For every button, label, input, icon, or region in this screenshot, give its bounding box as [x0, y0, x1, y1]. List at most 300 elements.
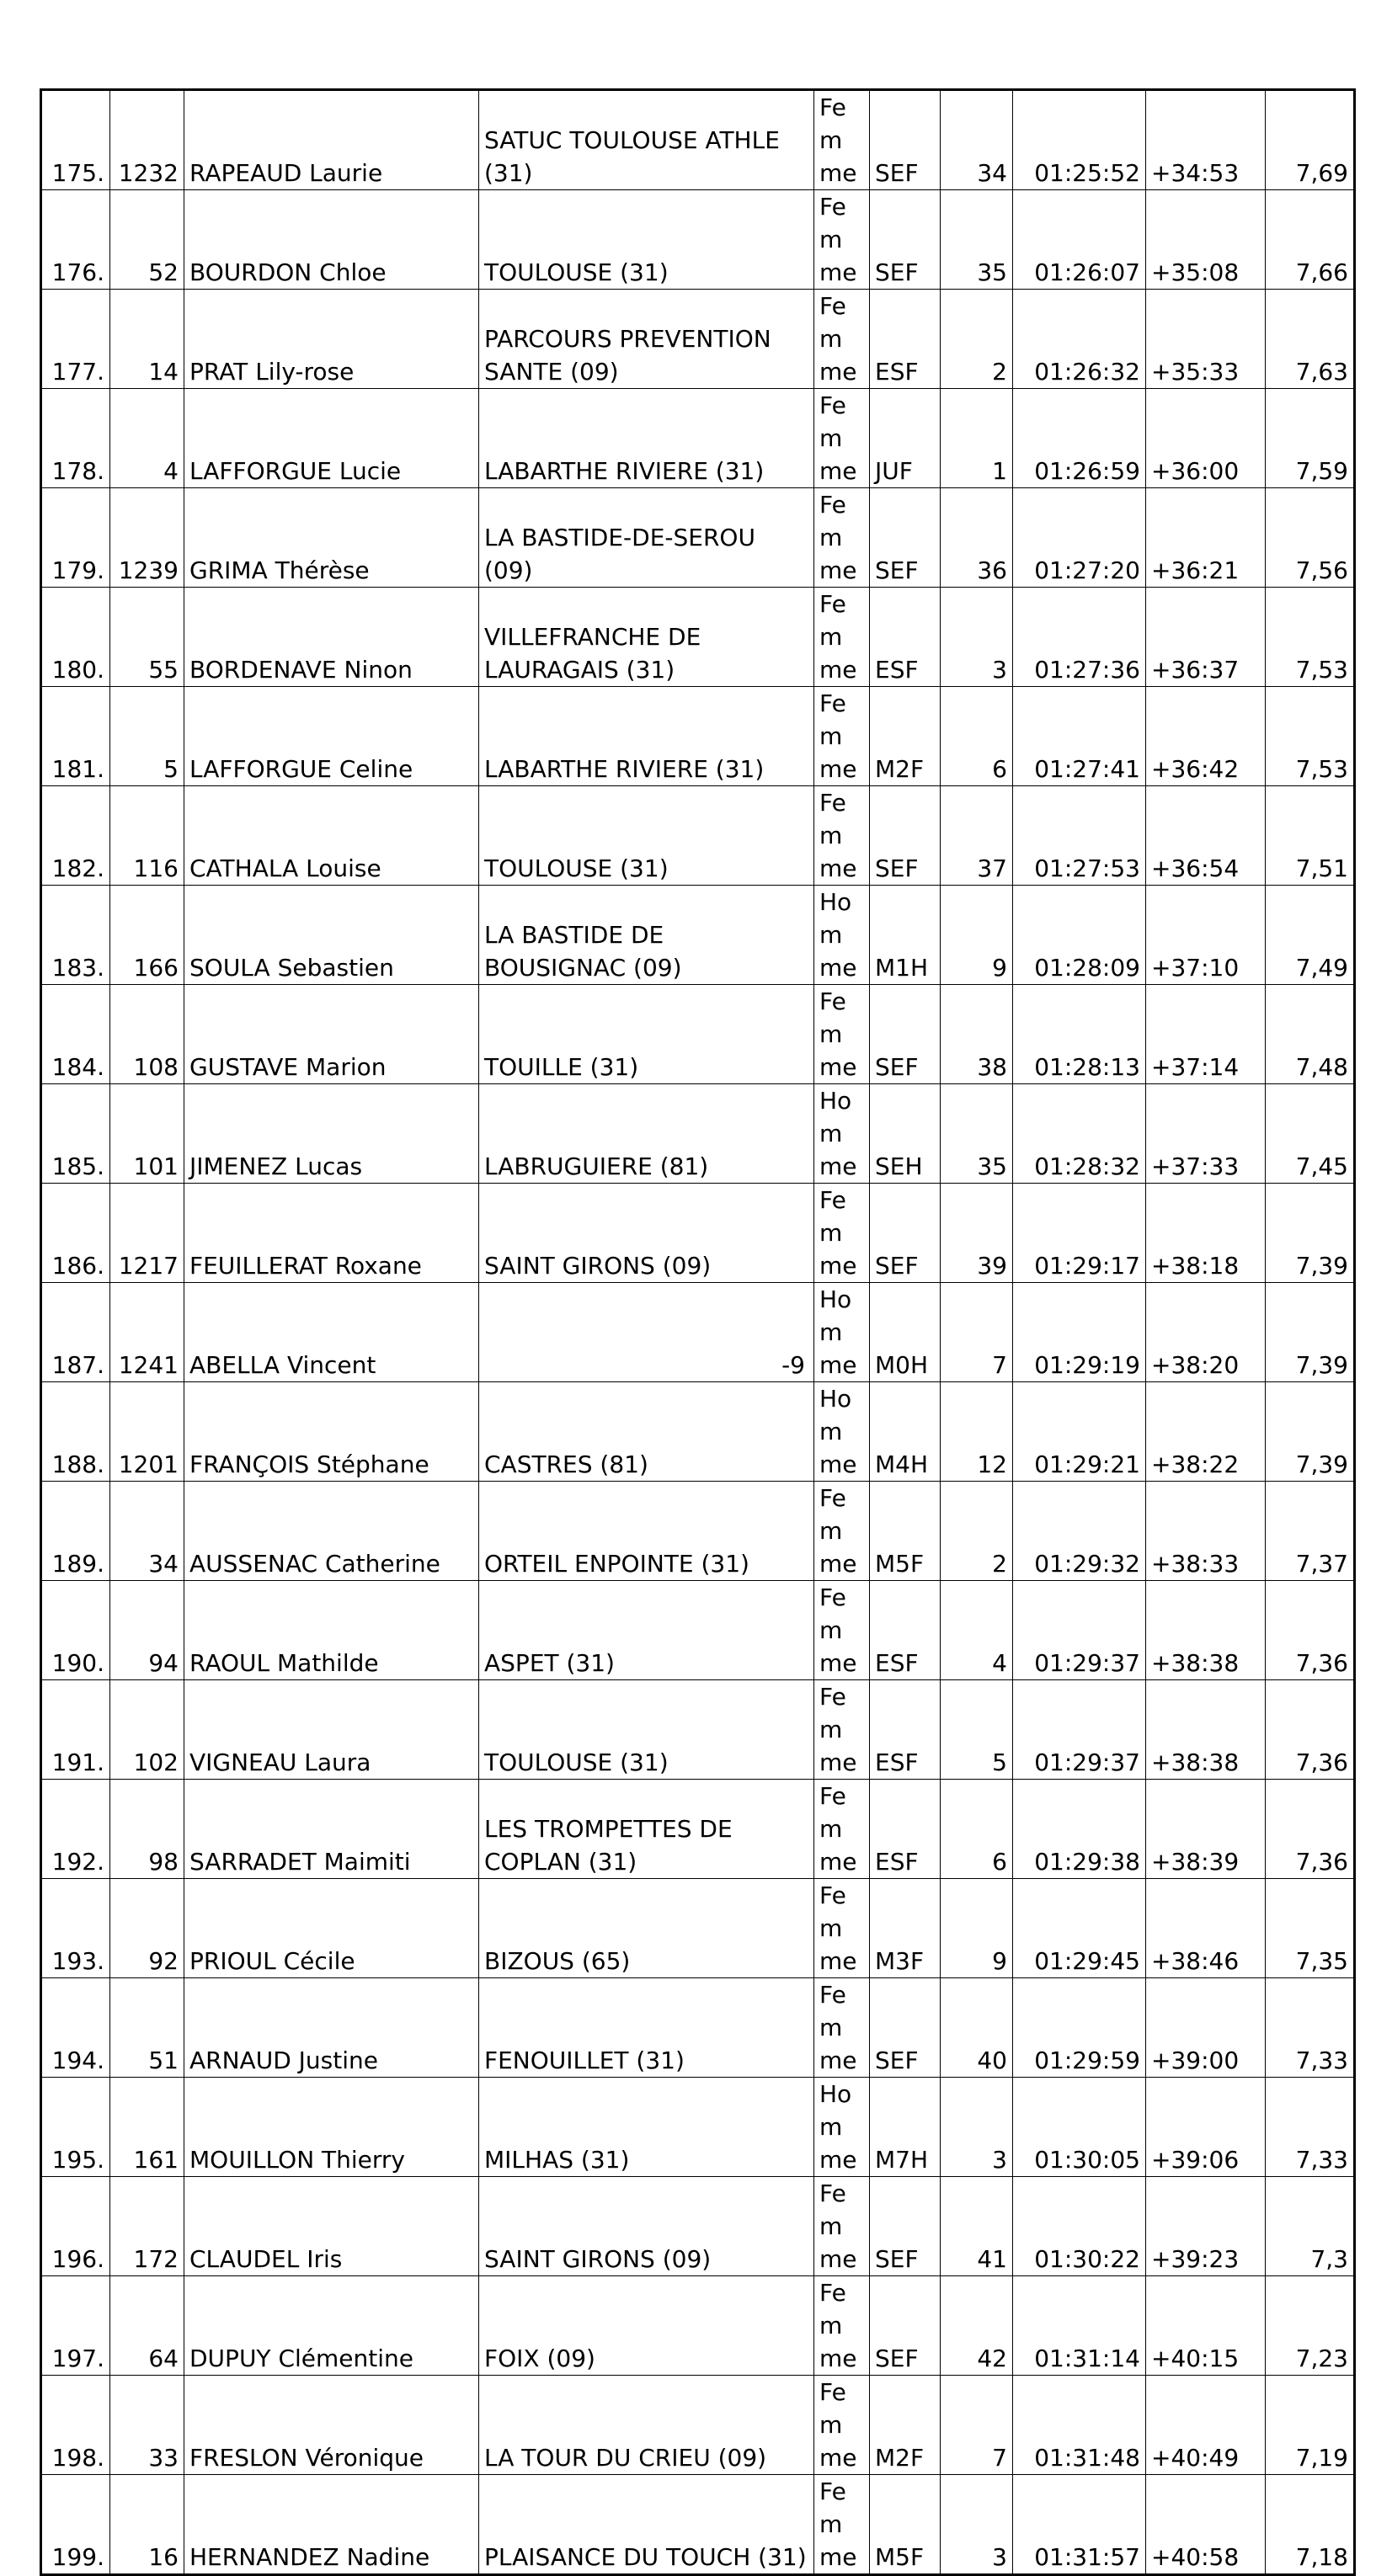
cell-place: 196.	[41, 2177, 110, 2276]
cell-name: VIGNEAU Laura	[184, 1680, 479, 1780]
cell-sex-line1: Fem	[819, 2378, 846, 2439]
cell-place: 197.	[41, 2276, 110, 2376]
cell-sex	[814, 2177, 870, 2276]
cell-category: M3F	[870, 1879, 941, 1978]
cell-sex-line1: Hom	[819, 2080, 852, 2141]
table-row	[41, 1084, 1355, 1184]
cell-category-rank: 3	[941, 2475, 1013, 2575]
cell-bib: 161	[110, 2078, 184, 2177]
cell-sex-line2: me	[819, 258, 857, 286]
cell-sex	[814, 1680, 870, 1780]
cell-name: LAFFORGUE Celine	[184, 687, 479, 786]
cell-category-rank: 2	[941, 1482, 1013, 1581]
cell-sex-line2: me	[819, 2344, 857, 2372]
cell-category-rank: 40	[941, 1978, 1013, 2078]
cell-gap: +39:00	[1146, 1978, 1266, 2078]
cell-gap: +40:15	[1146, 2276, 1266, 2376]
cell-category: M5F	[870, 1482, 941, 1581]
cell-sex	[814, 886, 870, 985]
cell-sex-line2: me	[819, 457, 857, 485]
cell-sex-line1: Fem	[819, 491, 846, 551]
cell-name: BORDENAVE Ninon	[184, 588, 479, 687]
cell-club: VILLEFRANCHE DE LAURAGAIS (31)	[479, 588, 814, 687]
cell-sex	[814, 1382, 870, 1482]
cell-sex	[814, 2475, 870, 2575]
cell-gap: +37:33	[1146, 1084, 1266, 1184]
cell-sex-line2: me	[819, 556, 857, 584]
table-row	[41, 1283, 1355, 1382]
cell-place: 194.	[41, 1978, 110, 2078]
cell-bib: 14	[110, 290, 184, 389]
cell-sex	[814, 1581, 870, 1680]
cell-speed: 7,3	[1266, 2177, 1355, 2276]
cell-name: RAPEAUD Laurie	[184, 90, 479, 190]
cell-category: ESF	[870, 290, 941, 389]
cell-sex-line1: Hom	[819, 1385, 852, 1445]
cell-bib: 94	[110, 1581, 184, 1680]
cell-speed: 7,63	[1266, 290, 1355, 389]
cell-time: 01:29:45	[1013, 1879, 1146, 1978]
cell-place: 183.	[41, 886, 110, 985]
cell-name: BOURDON Chloe	[184, 190, 479, 290]
cell-sex-line1: Fem	[819, 1683, 846, 1743]
cell-gap: +38:39	[1146, 1780, 1266, 1879]
table-row	[41, 2276, 1355, 2376]
cell-sex	[814, 985, 870, 1084]
cell-speed: 7,36	[1266, 1780, 1355, 1879]
cell-bib: 102	[110, 1680, 184, 1780]
cell-gap: +38:38	[1146, 1680, 1266, 1780]
cell-club: ASPET (31)	[479, 1581, 814, 1680]
cell-gap: +39:23	[1146, 2177, 1266, 2276]
cell-category-rank: 34	[941, 90, 1013, 190]
cell-club: CASTRES (81)	[479, 1382, 814, 1482]
cell-club: LA BASTIDE-DE-SEROU (09)	[479, 488, 814, 588]
cell-sex	[814, 290, 870, 389]
cell-name: CLAUDEL Iris	[184, 2177, 479, 2276]
cell-time: 01:25:52	[1013, 90, 1146, 190]
cell-speed: 7,48	[1266, 985, 1355, 1084]
cell-category-rank: 42	[941, 2276, 1013, 2376]
cell-place: 188.	[41, 1382, 110, 1482]
cell-bib: 51	[110, 1978, 184, 2078]
cell-category: M0H	[870, 1283, 941, 1382]
cell-name: HERNANDEZ Nadine	[184, 2475, 479, 2575]
table-row	[41, 588, 1355, 687]
cell-gap: +38:22	[1146, 1382, 1266, 1482]
cell-gap: +37:14	[1146, 985, 1266, 1084]
cell-sex-line1: Fem	[819, 193, 846, 253]
cell-sex	[814, 1283, 870, 1382]
cell-sex-line2: me	[819, 1252, 857, 1280]
cell-place: 180.	[41, 588, 110, 687]
cell-sex-line2: me	[819, 954, 857, 982]
cell-sex-line2: me	[819, 2444, 857, 2472]
cell-category-rank: 39	[941, 1184, 1013, 1283]
cell-sex	[814, 687, 870, 786]
cell-club: FOIX (09)	[479, 2276, 814, 2376]
cell-time: 01:29:38	[1013, 1780, 1146, 1879]
cell-place: 195.	[41, 2078, 110, 2177]
cell-speed: 7,69	[1266, 90, 1355, 190]
cell-bib: 116	[110, 786, 184, 886]
cell-bib: 64	[110, 2276, 184, 2376]
cell-club: MILHAS (31)	[479, 2078, 814, 2177]
cell-sex-line1: Fem	[819, 292, 846, 353]
cell-category: SEF	[870, 786, 941, 886]
cell-club: LABARTHE RIVIERE (31)	[479, 389, 814, 488]
cell-speed: 7,56	[1266, 488, 1355, 588]
cell-time: 01:29:37	[1013, 1680, 1146, 1780]
cell-category-rank: 41	[941, 2177, 1013, 2276]
cell-sex-line1: Fem	[819, 1583, 846, 1644]
results-body	[41, 90, 1355, 2575]
cell-place: 190.	[41, 1581, 110, 1680]
cell-category-rank: 6	[941, 687, 1013, 786]
cell-club: TOUILLE (31)	[479, 985, 814, 1084]
table-row	[41, 1978, 1355, 2078]
cell-gap: +34:53	[1146, 90, 1266, 190]
cell-place: 178.	[41, 389, 110, 488]
cell-sex-line2: me	[819, 2543, 857, 2571]
cell-club: LA TOUR DU CRIEU (09)	[479, 2376, 814, 2475]
cell-time: 01:30:22	[1013, 2177, 1146, 2276]
cell-name: FEUILLERAT Roxane	[184, 1184, 479, 1283]
table-row	[41, 1780, 1355, 1879]
cell-place: 184.	[41, 985, 110, 1084]
cell-time: 01:29:37	[1013, 1581, 1146, 1680]
cell-time: 01:26:59	[1013, 389, 1146, 488]
cell-speed: 7,53	[1266, 588, 1355, 687]
cell-gap: +39:06	[1146, 2078, 1266, 2177]
cell-sex-line1: Fem	[819, 2478, 846, 2538]
cell-sex-line2: me	[819, 755, 857, 783]
cell-gap: +37:10	[1146, 886, 1266, 985]
cell-bib: 92	[110, 1879, 184, 1978]
cell-sex-line2: me	[819, 1748, 857, 1776]
cell-bib: 4	[110, 389, 184, 488]
cell-speed: 7,39	[1266, 1184, 1355, 1283]
cell-club: LA BASTIDE DE BOUSIGNAC (09)	[479, 886, 814, 985]
cell-speed: 7,19	[1266, 2376, 1355, 2475]
cell-category: SEH	[870, 1084, 941, 1184]
cell-sex-line1: Fem	[819, 987, 846, 1048]
cell-speed: 7,36	[1266, 1680, 1355, 1780]
cell-category-rank: 36	[941, 488, 1013, 588]
cell-bib: 1239	[110, 488, 184, 588]
cell-category-rank: 38	[941, 985, 1013, 1084]
cell-sex-line2: me	[819, 1450, 857, 1478]
cell-category-rank: 35	[941, 190, 1013, 290]
cell-gap: +38:33	[1146, 1482, 1266, 1581]
cell-place: 189.	[41, 1482, 110, 1581]
cell-place: 177.	[41, 290, 110, 389]
cell-gap: +38:18	[1146, 1184, 1266, 1283]
cell-sex-line1: Hom	[819, 1087, 852, 1147]
cell-sex-line1: Fem	[819, 1186, 846, 1247]
cell-bib: 98	[110, 1780, 184, 1879]
cell-category: SEF	[870, 90, 941, 190]
cell-club: SAINT GIRONS (09)	[479, 1184, 814, 1283]
cell-time: 01:29:19	[1013, 1283, 1146, 1382]
cell-gap: +36:00	[1146, 389, 1266, 488]
table-row	[41, 886, 1355, 985]
cell-time: 01:29:59	[1013, 1978, 1146, 2078]
cell-name: ABELLA Vincent	[184, 1283, 479, 1382]
cell-time: 01:28:13	[1013, 985, 1146, 1084]
cell-bib: 55	[110, 588, 184, 687]
cell-sex-line2: me	[819, 854, 857, 882]
cell-category: M1H	[870, 886, 941, 985]
cell-category-rank: 7	[941, 1283, 1013, 1382]
table-row	[41, 389, 1355, 488]
cell-place: 198.	[41, 2376, 110, 2475]
cell-category: JUF	[870, 389, 941, 488]
cell-speed: 7,49	[1266, 886, 1355, 985]
cell-name: RAOUL Mathilde	[184, 1581, 479, 1680]
cell-sex-line2: me	[819, 1152, 857, 1180]
cell-place: 191.	[41, 1680, 110, 1780]
cell-place: 179.	[41, 488, 110, 588]
cell-sex-line2: me	[819, 656, 857, 684]
cell-name: AUSSENAC Catherine	[184, 1482, 479, 1581]
cell-time: 01:29:32	[1013, 1482, 1146, 1581]
cell-category: SEF	[870, 488, 941, 588]
cell-time: 01:31:14	[1013, 2276, 1146, 2376]
cell-bib: 1201	[110, 1382, 184, 1482]
table-row	[41, 985, 1355, 1084]
cell-place: 182.	[41, 786, 110, 886]
cell-bib: 1241	[110, 1283, 184, 1382]
table-row	[41, 687, 1355, 786]
cell-category: M5F	[870, 2475, 941, 2575]
cell-gap: +36:54	[1146, 786, 1266, 886]
cell-bib: 108	[110, 985, 184, 1084]
race-results-table	[40, 88, 1356, 2576]
cell-club: LES TROMPETTES DE COPLAN (31)	[479, 1780, 814, 1879]
cell-sex-line1: Fem	[819, 1881, 846, 1942]
cell-sex-line2: me	[819, 1649, 857, 1677]
cell-category-rank: 3	[941, 588, 1013, 687]
cell-sex	[814, 588, 870, 687]
cell-speed: 7,39	[1266, 1382, 1355, 1482]
cell-bib: 16	[110, 2475, 184, 2575]
cell-bib: 1217	[110, 1184, 184, 1283]
cell-name: CATHALA Louise	[184, 786, 479, 886]
cell-gap: +40:49	[1146, 2376, 1266, 2475]
cell-category-rank: 2	[941, 290, 1013, 389]
cell-sex-line2: me	[819, 1053, 857, 1081]
cell-speed: 7,36	[1266, 1581, 1355, 1680]
table-row	[41, 90, 1355, 190]
table-row	[41, 2177, 1355, 2276]
cell-sex-line2: me	[819, 1848, 857, 1876]
cell-sex-line1: Hom	[819, 888, 852, 949]
cell-sex	[814, 1780, 870, 1879]
cell-sex-line1: Fem	[819, 590, 846, 651]
cell-name: DUPUY Clémentine	[184, 2276, 479, 2376]
cell-category-rank: 9	[941, 886, 1013, 985]
cell-sex-line1: Hom	[819, 1285, 852, 1346]
cell-place: 199.	[41, 2475, 110, 2575]
cell-bib: 166	[110, 886, 184, 985]
table-row	[41, 1382, 1355, 1482]
cell-place: 186.	[41, 1184, 110, 1283]
cell-name: FRANÇOIS Stéphane	[184, 1382, 479, 1482]
cell-club: LABARTHE RIVIERE (31)	[479, 687, 814, 786]
cell-category: M7H	[870, 2078, 941, 2177]
cell-club: BIZOUS (65)	[479, 1879, 814, 1978]
cell-sex	[814, 1482, 870, 1581]
cell-sex-line1: Fem	[819, 1782, 846, 1843]
cell-bib: 34	[110, 1482, 184, 1581]
table-row	[41, 190, 1355, 290]
cell-time: 01:27:53	[1013, 786, 1146, 886]
cell-sex-line2: me	[819, 2146, 857, 2174]
table-row	[41, 2376, 1355, 2475]
cell-gap: +38:46	[1146, 1879, 1266, 1978]
cell-club: PLAISANCE DU TOUCH (31)	[479, 2475, 814, 2575]
cell-place: 181.	[41, 687, 110, 786]
cell-speed: 7,33	[1266, 2078, 1355, 2177]
cell-speed: 7,33	[1266, 1978, 1355, 2078]
cell-gap: +40:58	[1146, 2475, 1266, 2575]
cell-name: LAFFORGUE Lucie	[184, 389, 479, 488]
cell-category-rank: 4	[941, 1581, 1013, 1680]
cell-time: 01:28:09	[1013, 886, 1146, 985]
cell-speed: 7,18	[1266, 2475, 1355, 2575]
cell-sex	[814, 2276, 870, 2376]
cell-bib: 101	[110, 1084, 184, 1184]
cell-sex-line1: Fem	[819, 789, 846, 849]
cell-sex-line1: Fem	[819, 391, 846, 452]
cell-club: TOULOUSE (31)	[479, 786, 814, 886]
cell-category-rank: 9	[941, 1879, 1013, 1978]
cell-sex	[814, 1978, 870, 2078]
cell-place: 176.	[41, 190, 110, 290]
cell-time: 01:28:32	[1013, 1084, 1146, 1184]
cell-name: MOUILLON Thierry	[184, 2078, 479, 2177]
cell-name: FRESLON Véronique	[184, 2376, 479, 2475]
cell-sex	[814, 190, 870, 290]
cell-category: ESF	[870, 1780, 941, 1879]
table-row	[41, 1184, 1355, 1283]
cell-sex-line2: me	[819, 2046, 857, 2074]
cell-speed: 7,39	[1266, 1283, 1355, 1382]
cell-bib: 52	[110, 190, 184, 290]
cell-sex	[814, 90, 870, 190]
cell-time: 01:26:07	[1013, 190, 1146, 290]
table-row	[41, 1482, 1355, 1581]
cell-gap: +36:37	[1146, 588, 1266, 687]
table-row	[41, 1581, 1355, 1680]
cell-sex-line2: me	[819, 159, 857, 187]
table-row	[41, 2475, 1355, 2575]
cell-category-rank: 7	[941, 2376, 1013, 2475]
cell-sex	[814, 1084, 870, 1184]
cell-club: TOULOUSE (31)	[479, 190, 814, 290]
table-row	[41, 786, 1355, 886]
cell-time: 01:29:17	[1013, 1184, 1146, 1283]
cell-place: 175.	[41, 90, 110, 190]
cell-sex-line2: me	[819, 1351, 857, 1379]
cell-category: SEF	[870, 2177, 941, 2276]
cell-time: 01:29:21	[1013, 1382, 1146, 1482]
cell-place: 193.	[41, 1879, 110, 1978]
cell-gap: +35:33	[1146, 290, 1266, 389]
cell-category: ESF	[870, 588, 941, 687]
cell-sex-line1: Fem	[819, 2179, 846, 2240]
cell-category-rank: 1	[941, 389, 1013, 488]
cell-bib: 5	[110, 687, 184, 786]
cell-gap: +35:08	[1146, 190, 1266, 290]
cell-sex	[814, 2078, 870, 2177]
cell-time: 01:31:48	[1013, 2376, 1146, 2475]
cell-sex	[814, 1879, 870, 1978]
cell-gap: +36:21	[1146, 488, 1266, 588]
cell-place: 187.	[41, 1283, 110, 1382]
cell-club: TOULOUSE (31)	[479, 1680, 814, 1780]
cell-sex	[814, 2376, 870, 2475]
cell-name: PRAT Lily-rose	[184, 290, 479, 389]
cell-club: FENOUILLET (31)	[479, 1978, 814, 2078]
cell-sex-line1: Fem	[819, 689, 846, 750]
cell-sex-line2: me	[819, 1550, 857, 1578]
cell-name: SARRADET Maimiti	[184, 1780, 479, 1879]
cell-name: PRIOUL Cécile	[184, 1879, 479, 1978]
cell-speed: 7,66	[1266, 190, 1355, 290]
cell-category: SEF	[870, 2276, 941, 2376]
cell-sex	[814, 1184, 870, 1283]
cell-gap: +36:42	[1146, 687, 1266, 786]
cell-time: 01:31:57	[1013, 2475, 1146, 2575]
table-row	[41, 1879, 1355, 1978]
cell-place: 192.	[41, 1780, 110, 1879]
cell-speed: 7,45	[1266, 1084, 1355, 1184]
cell-speed: 7,37	[1266, 1482, 1355, 1581]
cell-category: ESF	[870, 1581, 941, 1680]
cell-sex-line1: Fem	[819, 1484, 846, 1545]
cell-name: JIMENEZ Lucas	[184, 1084, 479, 1184]
cell-category-rank: 6	[941, 1780, 1013, 1879]
cell-name: SOULA Sebastien	[184, 886, 479, 985]
cell-club: LABRUGUIERE (81)	[479, 1084, 814, 1184]
cell-gap: +38:20	[1146, 1283, 1266, 1382]
cell-category: SEF	[870, 1184, 941, 1283]
cell-time: 01:27:20	[1013, 488, 1146, 588]
cell-sex-line2: me	[819, 2245, 857, 2273]
cell-sex	[814, 389, 870, 488]
cell-time: 01:30:05	[1013, 2078, 1146, 2177]
cell-club: -9	[479, 1283, 814, 1382]
cell-speed: 7,53	[1266, 687, 1355, 786]
cell-category: M2F	[870, 687, 941, 786]
cell-sex-line2: me	[819, 1947, 857, 1975]
cell-sex-line2: me	[819, 358, 857, 386]
cell-category: M4H	[870, 1382, 941, 1482]
cell-speed: 7,59	[1266, 389, 1355, 488]
cell-name: GRIMA Thérèse	[184, 488, 479, 588]
cell-speed: 7,51	[1266, 786, 1355, 886]
cell-time: 01:27:36	[1013, 588, 1146, 687]
cell-gap: +38:38	[1146, 1581, 1266, 1680]
cell-category-rank: 37	[941, 786, 1013, 886]
cell-category-rank: 3	[941, 2078, 1013, 2177]
cell-club: ORTEIL ENPOINTE (31)	[479, 1482, 814, 1581]
cell-bib: 1232	[110, 90, 184, 190]
table-row	[41, 488, 1355, 588]
cell-bib: 172	[110, 2177, 184, 2276]
